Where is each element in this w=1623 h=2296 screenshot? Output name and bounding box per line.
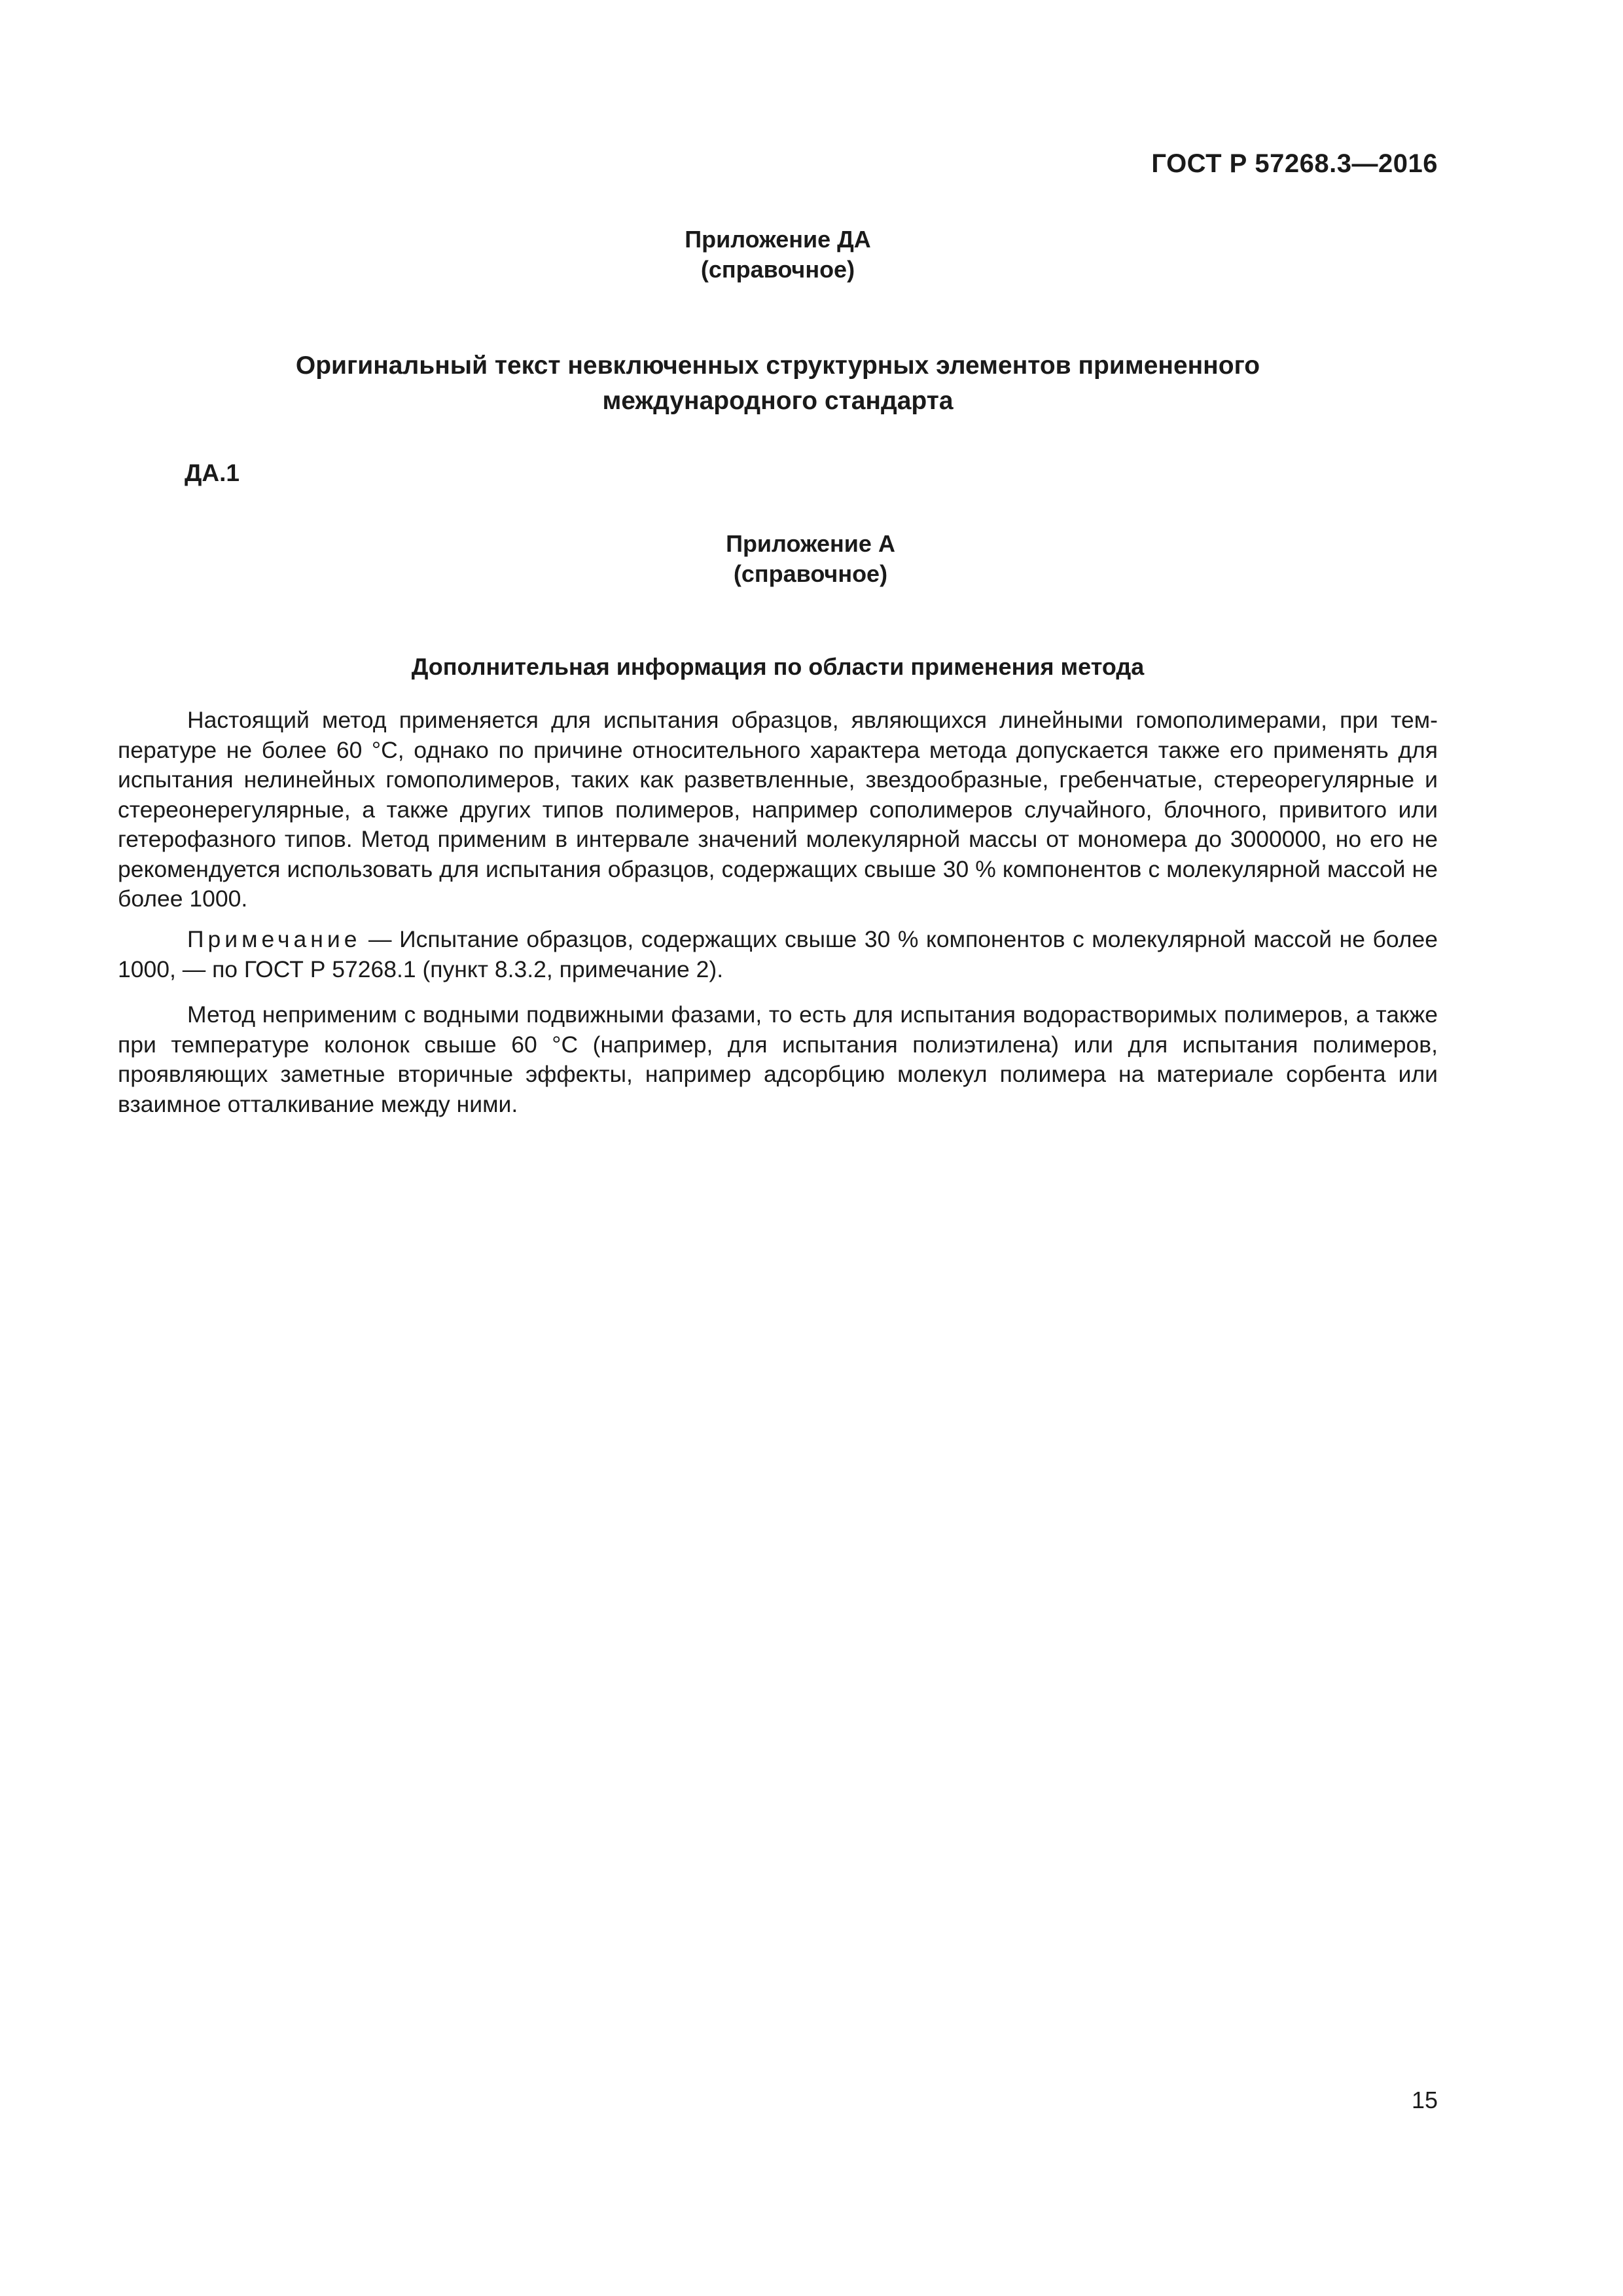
paragraph-text: Метод неприменим с водными подвижными фазами, то есть для испытания водорастворимых полимеров, а также при температуре колонок свыше 60 °С (например, для испытания полиэтилена) или для испытания полимеров, проявляющих заметные вторичные эффекты, например адсорбцию молекул полимера на материале сорбента или взаимное отталкивание между ними. xyxy=(118,1001,1438,1117)
section-id: ДА.1 xyxy=(185,459,240,486)
note-body: — Испытание образцов, содержащих свыше 30 % компонентов с молекулярной массой не более 1000, — по ГОСТ Р 57268.1 (пункт 8.3.2, примечание 2). xyxy=(118,926,1438,982)
annex-da-title: Приложение ДА xyxy=(685,226,871,253)
body-paragraph-1 xyxy=(118,706,1438,914)
document-id: ГОСТ Р 57268.3—2016 xyxy=(1151,149,1438,178)
section-subtitle: Дополнительная информация по области применения метода xyxy=(411,653,1145,680)
main-title xyxy=(118,348,1438,419)
body-paragraph-3 xyxy=(118,1000,1438,1119)
page-number: 15 xyxy=(1411,2087,1438,2113)
annex-a-status: (справочное) xyxy=(733,560,888,587)
annex-a-title: Приложение А xyxy=(726,530,895,557)
note-paragraph xyxy=(118,925,1438,984)
paragraph-text: Настоящий метод применяется для испытания образцов, являющихся линейными гомополимерами, при температуре не более 60 °С, однако по причине относительного характера метода допускается также его применять для испытания нелинейных гомополимеров, таких как разветвленные, звездообразные, гребенчатые, стереорегулярные и стереонерегулярные, а также других типов полимеров, например сополимеров случайного, блочного, привитого или гетерофазного типов. Метод применим в интервале значений молекулярной массы от мономера до 3000000, но его не рекомендуется использовать для испытания образцов, содержащих свыше 30 % компонентов с молекулярной массой не более 1000. xyxy=(118,707,1438,912)
note-text xyxy=(118,925,1438,984)
annex-a-heading xyxy=(151,529,1471,589)
annex-da-heading xyxy=(118,224,1438,285)
note-label: Примечание xyxy=(187,926,361,952)
annex-da-status: (справочное) xyxy=(700,256,855,283)
main-title-line1: Оригинальный текст невключенных структурных элементов примененного xyxy=(295,351,1260,380)
main-title-line2: международного стандарта xyxy=(602,387,954,415)
